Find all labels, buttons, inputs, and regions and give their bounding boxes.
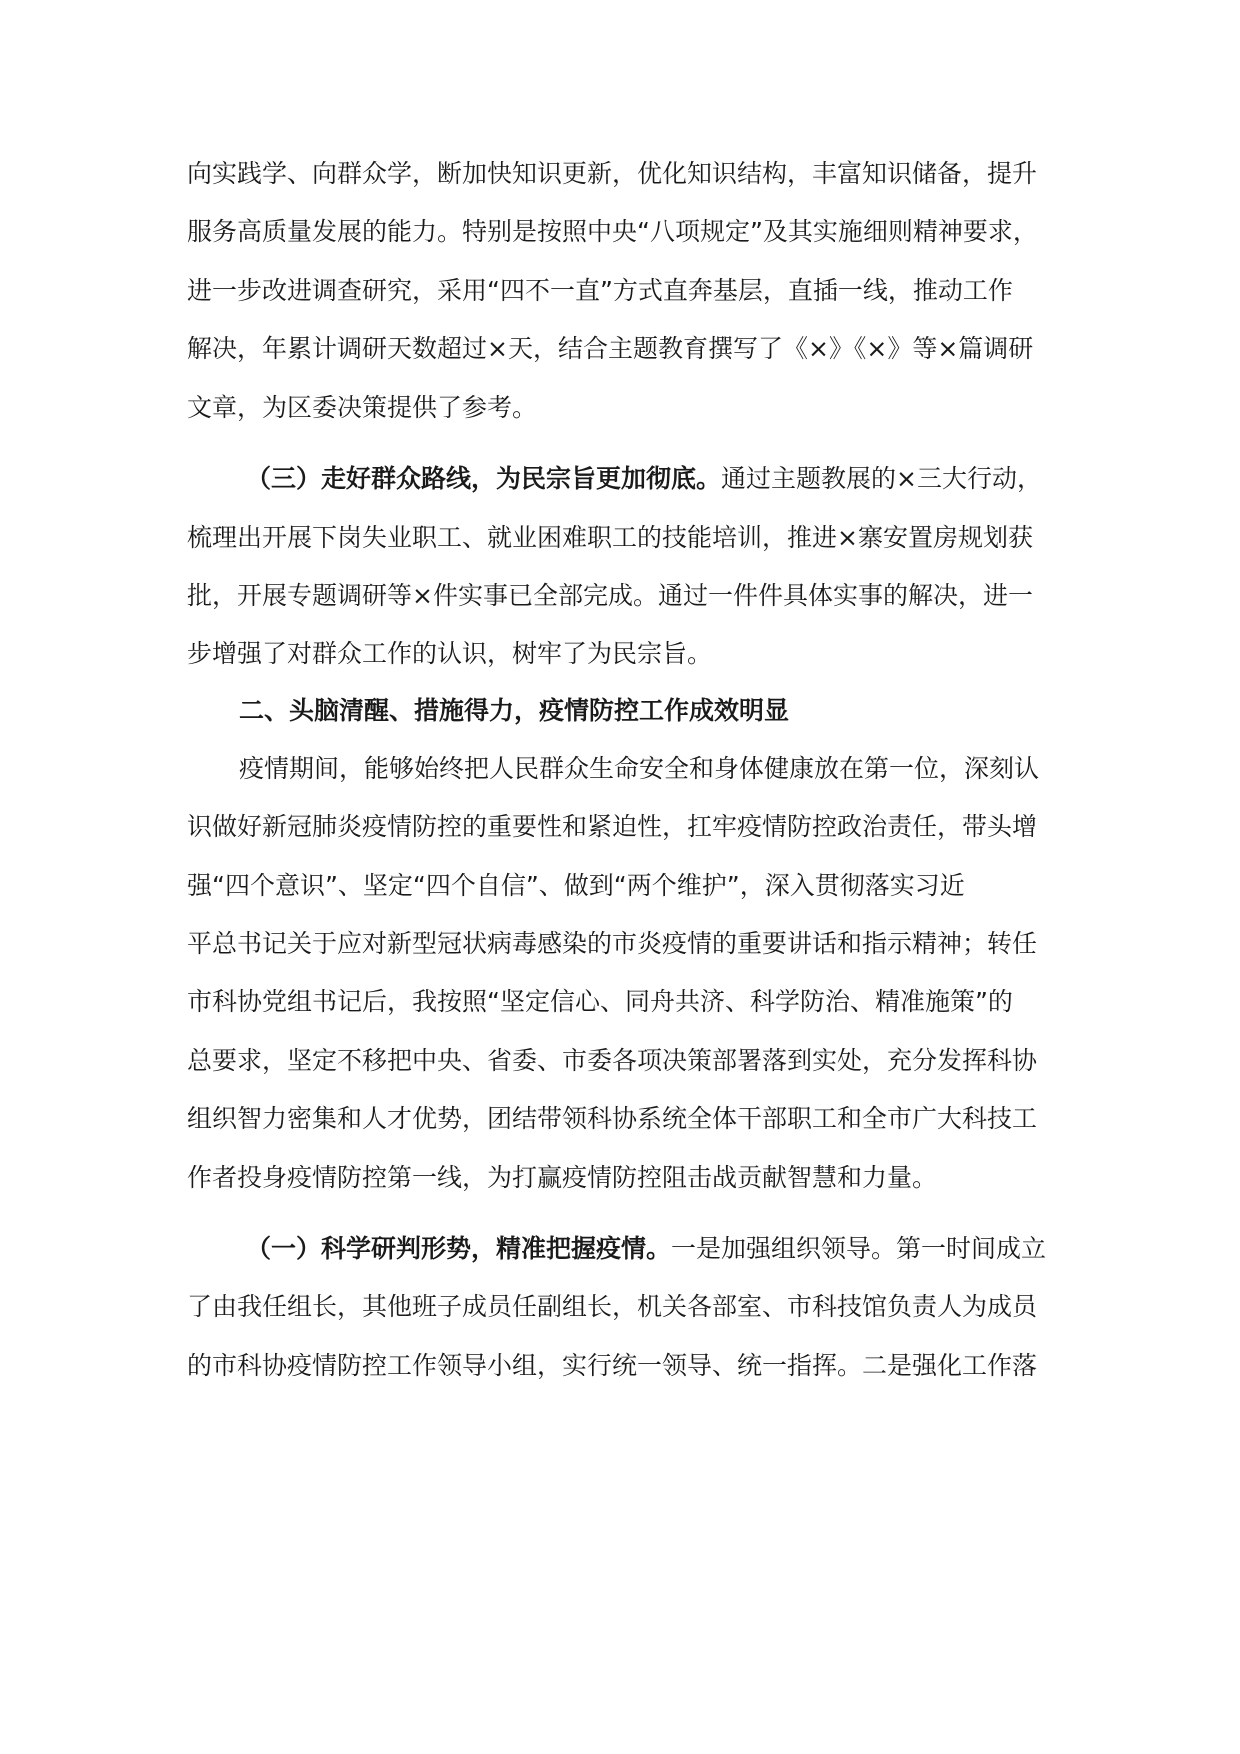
body-text-line: 的市科协疫情防控工作领导小组，实行统一领导、统一指挥。二是强化工作落 <box>187 1351 1038 1380</box>
body-text-line: 文章，为区委决策提供了参考。 <box>187 393 538 422</box>
subsection-1-first-line <box>246 1229 1057 1269</box>
subsection-1-lead-text: 一是加强组织领导。第一时间成立 <box>671 1234 1047 1263</box>
body-text-line: 向实践学、向群众学，断加快知识更新，优化知识结构，丰富知识储备，提升 <box>187 159 1038 188</box>
section-2-heading: 二、头脑清醒、措施得力，疫情防控工作成效明显 <box>239 696 790 725</box>
body-text-line: 作者投身疫情防控第一线，为打赢疫情防控阻击战贡献智慧和力量。 <box>187 1163 938 1192</box>
body-text-line: 步增强了对群众工作的认识，树牢了为民宗旨。 <box>187 639 713 668</box>
body-text-line: 梳理出开展下岗失业职工、就业困难职工的技能培训，推进×寨安置房规划获 <box>187 523 1033 552</box>
body-text-line: 识做好新冠肺炎疫情防控的重要性和紧迫性，扛牢疫情防控政治责任，带头增 <box>187 812 1038 841</box>
body-text-line: 了由我任组长，其他班子成员任副组长，机关各部室、市科技馆负责人为成员 <box>187 1292 1038 1321</box>
body-text-line: 疫情期间，能够始终把人民群众生命安全和身体健康放在第一位，深刻认 <box>239 754 1040 783</box>
body-text-line: 平总书记关于应对新型冠状病毒感染的市炎疫情的重要讲话和指示精神；转任 <box>187 929 1038 958</box>
subsection-3-lead-text: 通过主题教展的×三大行动， <box>721 464 1042 493</box>
body-text-line: 服务高质量发展的能力。特别是按照中央“八项规定”及其实施细则精神要求， <box>187 217 1038 246</box>
subsection-3-first-line <box>246 459 1057 499</box>
body-text-line: 市科协党组书记后，我按照“坚定信心、同舟共济、科学防治、精准施策”的 <box>187 987 1013 1016</box>
body-text-line: 解决，年累计调研天数超过×天，结合主题教育撰写了《×》《×》等×篇调研 <box>187 334 1034 363</box>
body-text-line: 批，开展专题调研等×件实事已全部完成。通过一件件具体实事的解决，进一 <box>187 581 1033 610</box>
subsection-3-heading: （三）走好群众路线，为民宗旨更加彻底。 <box>246 464 722 493</box>
body-text-line: 总要求，坚定不移把中央、省委、市委各项决策部署落到实处，充分发挥科协 <box>187 1046 1038 1075</box>
body-text-line: 强“四个意识”、坚定“四个自信”、做到“两个维护”，深入贯彻落实习近 <box>187 871 965 900</box>
body-text-line: 组织智力密集和人才优势，团结带领科协系统全体干部职工和全市广大科技工 <box>187 1104 1038 1133</box>
body-text-line: 进一步改进调查研究，采用“四不一直”方式直奔基层，直插一线，推动工作 <box>187 276 1013 305</box>
subsection-1-heading: （一）科学研判形势，精准把握疫情。 <box>246 1234 672 1263</box>
